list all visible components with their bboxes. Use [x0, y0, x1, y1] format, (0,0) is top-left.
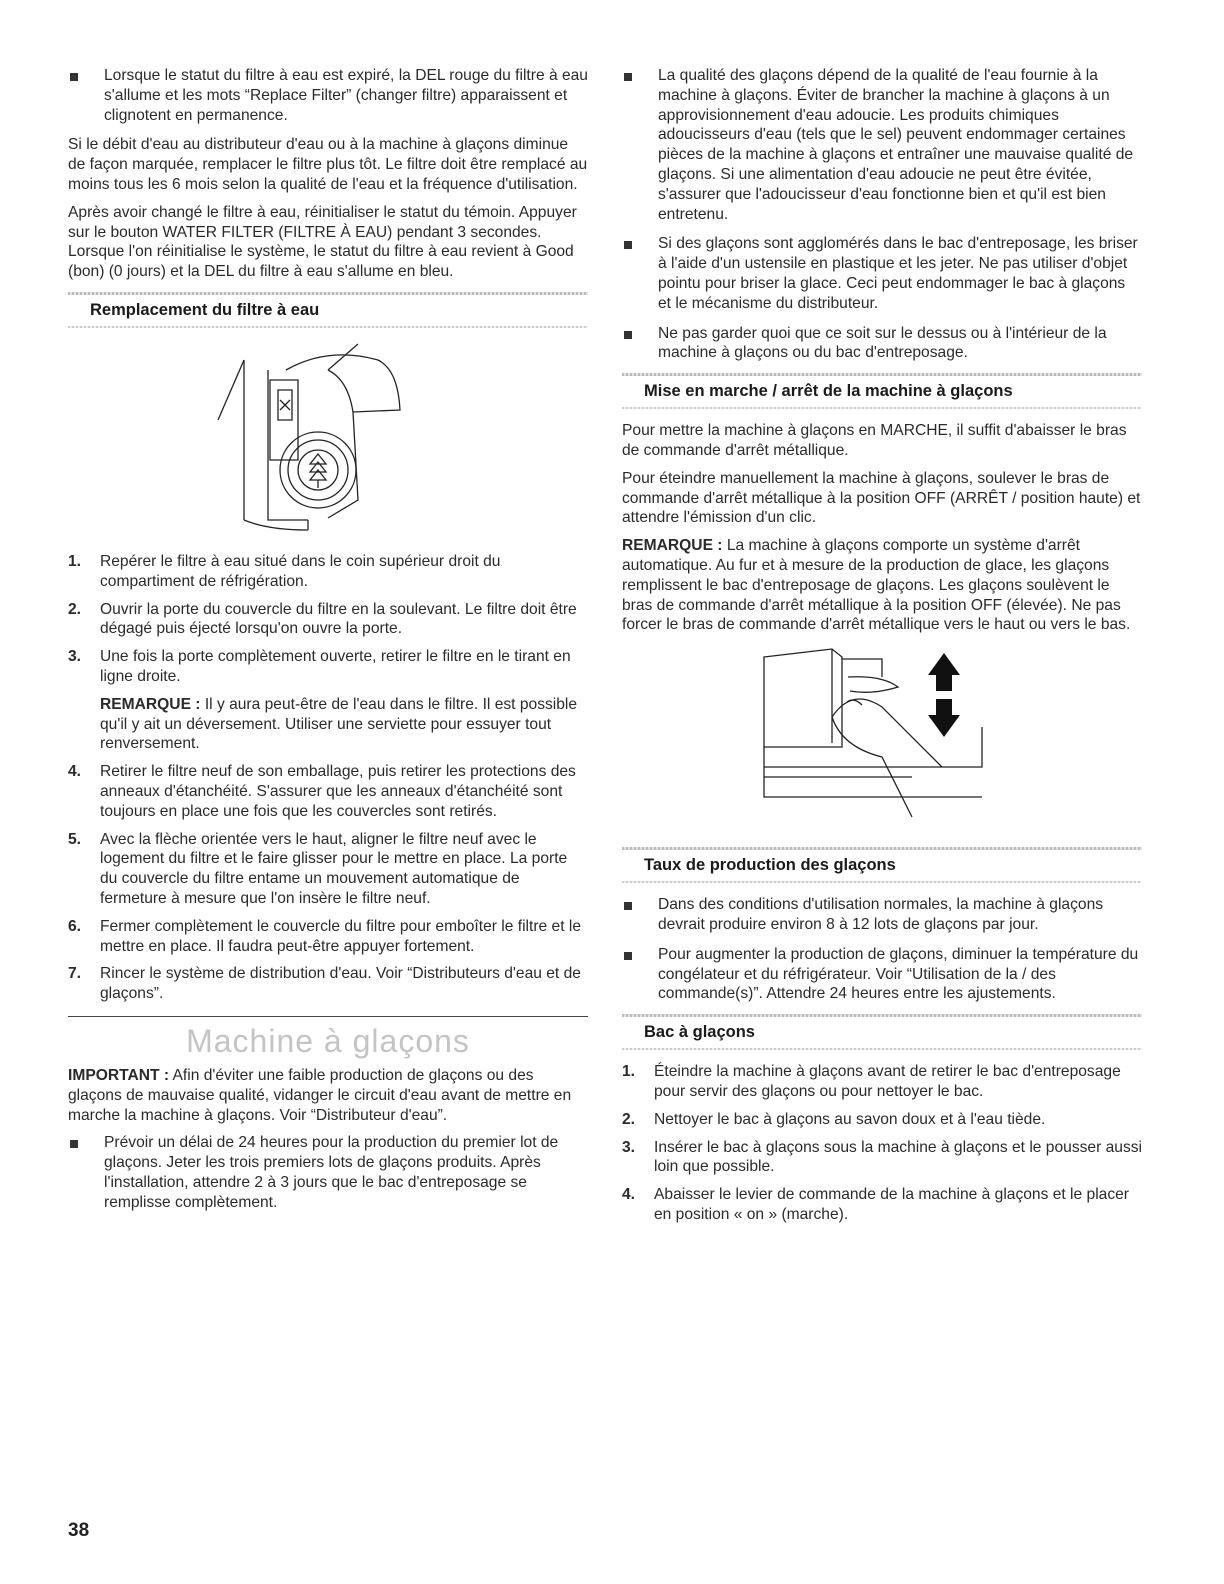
chapter-title: Machine à glaçons: [186, 1022, 470, 1059]
list-item: La qualité des glaçons dépend de la qualité de l'eau fournie à la machine à glaçons. Éviter de brancher la machine à glaçons à un approvisionnement d'eau adoucie. Les produits chimiques adoucisseurs d'eau (tels que le sel) peuvent endommager certaines pièces de la machine à glaçons et entraîner une mauvaise qualité de glaçons. Si une alimentation d'eau adoucie ne peut être évitée, s'assurer que l'adoucisseur d'eau fonctionne bien et qu'il est bien entretenu.: [622, 66, 1142, 224]
paragraph: Pour éteindre manuellement la machine à glaçons, soulever le bras de commande d'arrêt métallique à la position OFF (ARRÊT / position haute) et attendre l'émission d'un clic.: [622, 469, 1141, 527]
ice-maker-drawing: [762, 647, 1002, 837]
important-paragraph: IMPORTANT : Afin d'éviter une faible production de glaçons ou des glaçons de mauvaise qualité, vidanger le circuit d'eau avant de mettre en marche la machine à glaçons. Voir “Distributeur d'eau”.: [68, 1066, 572, 1124]
list-item: 4. Retirer le filtre neuf de son emballage, puis retirer les protections des anneaux d'étanchéité. S'assurer que les anneaux d'étanchéité sont toujours en place une fois que les couvercles sont retirés.: [68, 763, 576, 820]
list-item: Prévoir un délai de 24 heures pour la production du premier lot de glaçons. Jeter les trois premiers lots de glaçons produits. Après l'installation, attendre 2 à 3 jours que le bac d'entreposage se remplisse complètement.: [68, 1133, 588, 1212]
section-title: Bac à glaçons: [644, 1023, 755, 1042]
right-column: [622, 66, 1142, 1233]
list-item: 6. Fermer complètement le couvercle du filtre pour emboîter le filtre et le mettre en place. Il faudra peut-être appuyer fortement.: [68, 917, 582, 955]
paragraph: Pour mettre la machine à glaçons en MARCHE, il suffit d'abaisser le bras de commande d'arrêt métallique.: [622, 422, 1127, 459]
list-item: 5. Avec la flèche orientée vers le haut, aligner le filtre neuf avec le logement du filtre et le faire glisser pour le mettre en place. La porte du couvercle du filtre entame un mouvement automatique de fermeture à mesure que l'on insère le filtre neuf.: [68, 830, 568, 907]
paragraph: Si le débit d'eau au distributeur d'eau ou à la machine à glaçons diminue de façon marquée, remplacer le filtre plus tôt. Le filtre doit être remplacé au moins tous les 6 mois selon la qualité de l'eau et la fréquence d'utilisation.: [68, 136, 588, 193]
bullet-icon: [624, 902, 632, 910]
list-item: 3. Insérer le bac à glaçons sous la machine à glaçons et le pousser aussi loin que possible.: [622, 1138, 1143, 1176]
list-item: 7. Rincer le système de distribution d'eau. Voir “Distributeurs d'eau et de glaçons”.: [68, 965, 581, 1003]
filter-steps-list: [68, 552, 588, 1004]
section-title: Remplacement du filtre à eau: [90, 300, 320, 319]
list-item: 3. Une fois la porte complètement ouverte, retirer le filtre en le tirant en ligne droite.: [68, 648, 571, 685]
note: REMARQUE : Il y aura peut-être de l'eau dans le filtre. Il est possible qu'il y ait un déversement. Utiliser une serviette pour essuyer tout renversement.: [100, 695, 578, 753]
water-filter-illustration: [208, 340, 448, 540]
water-filter-drawing: [208, 340, 448, 540]
page-number: 38: [68, 1520, 90, 1541]
note: REMARQUE : La machine à glaçons comporte un système d'arrêt automatique. Au fur et à mesure de la production de glace, les glaçons remplissent le bac d'entreposage de glaçons. Les glaçons soulèvent le bras de commande d'arrêt métallique à la position OFF (élevée). Ne pas forcer le bras de commande d'arrêt métallique vers le haut ou vers le bas.: [622, 537, 1131, 634]
section-header: [622, 373, 1142, 409]
chapter-header: [68, 1016, 588, 1060]
list-item: 1. Éteindre la machine à glaçons avant de retirer le bac d'entreposage pour servir des glaçons ou pour nettoyer le bac.: [622, 1063, 1121, 1100]
list-item: 4. Abaisser le levier de commande de la machine à glaçons et le placer en position « on » (marche).: [622, 1186, 1130, 1223]
list-item: Si des glaçons sont agglomérés dans le bac d'entreposage, les briser à l'aide d'un ustensile en plastique et les jeter. Ne pas utiliser d'objet pointu pour briser la glace. Ceci peut endommager le bac à glaçons et le mécanisme du distributeur.: [622, 234, 1142, 313]
section-title: Taux de production des glaçons: [644, 856, 896, 875]
list-item: Dans des conditions d'utilisation normales, la machine à glaçons devrait produire environ 8 à 12 lots de glaçons par jour.: [622, 895, 1142, 935]
ice-maker-illustration: [762, 647, 1002, 837]
bullet-icon: [624, 241, 632, 249]
list-item: 1. Repérer le filtre à eau situé dans le coin supérieur droit du compartiment de réfrigération.: [68, 552, 501, 590]
bullet-icon: [624, 331, 632, 339]
section-header: [622, 847, 1142, 883]
list-item: 2. Nettoyer le bac à glaçons au savon doux et à l'eau tiède.: [622, 1110, 1046, 1128]
paragraph: Après avoir changé le filtre à eau, réinitialiser le statut du témoin. Appuyer sur le bouton WATER FILTER (FILTRE À EAU) pendant 3 secondes. Lorsque l'on réinitialise le système, le statut du filtre à eau revient à Good (bon) (0 jours) et la DEL du filtre à eau s'allume en bleu.: [68, 203, 577, 281]
list-item: Lorsque le statut du filtre à eau est expiré, la DEL rouge du filtre à eau s'allume et les mots “Replace Filter” (changer filtre) apparaissent et clignotent en permanence.: [68, 66, 588, 125]
section-header: [622, 1014, 1142, 1050]
bullet-icon: [624, 952, 632, 960]
left-column: [68, 66, 588, 1222]
list-item: Ne pas garder quoi que ce soit sur le dessus ou à l'intérieur de la machine à glaçons ou du bac d'entreposage.: [622, 324, 1142, 364]
bullet-icon: [624, 73, 632, 81]
list-item: 2. Ouvrir la porte du couvercle du filtre en la soulevant. Le filtre doit être dégagé puis éjecté lorsqu'on ouvre la porte.: [68, 600, 577, 638]
section-header: [68, 292, 588, 328]
section-title: Mise en marche / arrêt de la machine à glaçons: [644, 382, 1013, 401]
list-item: Pour augmenter la production de glaçons, diminuer la température du congélateur et du réfrigérateur. Voir “Utilisation de la / des commande(s)”. Attendre 24 heures entre les ajustements.: [622, 945, 1142, 1004]
bullet-icon: [70, 1140, 78, 1148]
bullet-icon: [70, 73, 78, 81]
